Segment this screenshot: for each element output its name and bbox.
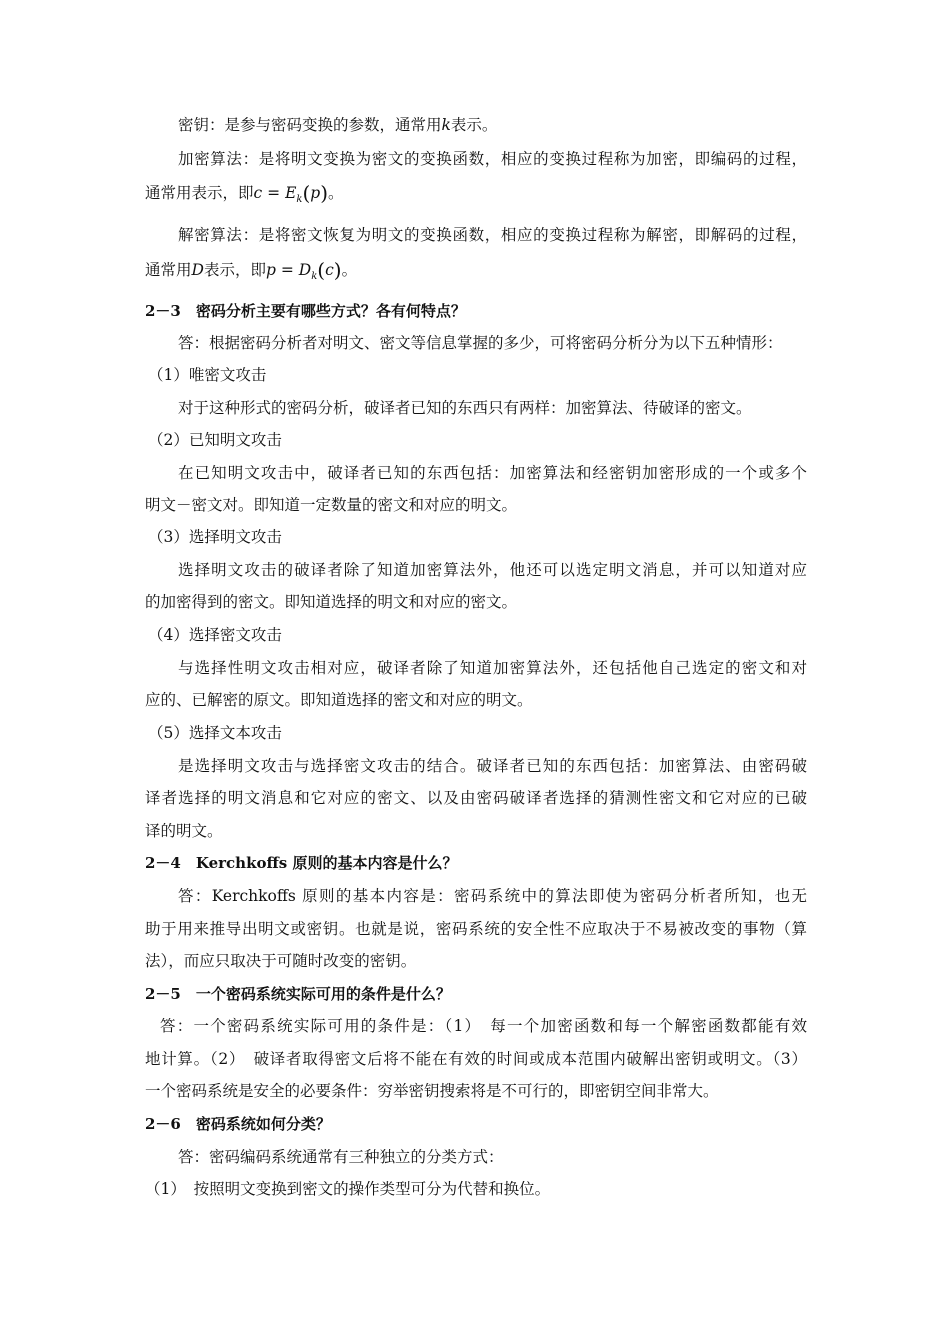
encryption-formula: $c = E_k(p)$: [253, 181, 329, 206]
list-item-heading: （4）选择密文攻击: [148, 626, 282, 644]
paragraph-line: 译的明文。: [145, 822, 223, 840]
answer-paragraph: 答：根据密码分析者对明文、密文等信息掌握的多少，可将密码分析分为以下五种情形：: [178, 334, 783, 352]
question-heading-2-4: 2－4 Kerchkoffs 原则的基本内容是什么？: [145, 854, 458, 872]
paragraph-line: 是选择明文攻击与选择密文攻击的结合。破译者已知的东西包括：加密算法、由密码破: [178, 757, 807, 775]
encryption-formula-line: 通常用表示，即$c = E_k(p)$。: [145, 181, 344, 206]
question-heading-2-3: 2－3 密码分析主要有哪些方式？各有何特点？: [145, 302, 466, 320]
key-symbol: k: [441, 116, 451, 134]
paragraph-line: 答：密码编码系统通常有三种独立的分类方式：: [178, 1148, 504, 1166]
decryption-formula: $p = D_k(c)$: [265, 258, 342, 283]
paragraph-line: 答：一个密码系统实际可用的条件是：（1） 每一个加密函数和每一个解密函数都能有效: [160, 1017, 807, 1035]
encryption-definition: 加密算法：是将明文变换为密文的变换函数，相应的变换过程称为加密，即编码的过程，: [178, 150, 807, 168]
paragraph-line: 对于这种形式的密码分析，破译者已知的东西只有两样：加密算法、待破译的密文。: [178, 399, 752, 417]
paragraph-line: 答：Kerchkoffs 原则的基本内容是：密码系统中的算法即使为密码分析者所知，也无: [178, 887, 807, 905]
list-item-heading: （2）已知明文攻击: [148, 431, 282, 449]
paragraph-line: 明文－密文对。即知道一定数量的密文和对应的明文。: [145, 496, 518, 514]
paragraph-line: 应的、已解密的原文。即知道选择的密文和对应的明文。: [145, 691, 533, 709]
key-definition: 密钥：是参与密码变换的参数，通常用k表示。: [178, 116, 498, 134]
list-item-heading: （3）选择明文攻击: [148, 528, 282, 546]
paragraph-line: 与选择性明文攻击相对应，破译者除了知道加密算法外，还包括他自己选定的密文和对: [178, 659, 807, 677]
paragraph-line: 译者选择的明文消息和它对应的密文、以及由密码破译者选择的猜测性密文和它对应的已破: [145, 789, 807, 807]
decryption-formula-line: 通常用D表示，即$p = D_k(c)$。: [145, 258, 358, 283]
list-item-heading: （1）唯密文攻击: [148, 366, 267, 384]
paragraph-line: 在已知明文攻击中，破译者已知的东西包括：加密算法和经密钥加密形成的一个或多个: [178, 464, 807, 482]
paragraph-line: 助于用来推导出明文或密钥。也就是说，密码系统的安全性不应取决于不易被改变的事物（算: [145, 920, 807, 938]
paragraph-line: 地计算。（2） 破译者取得密文后将不能在有效的时间或成本范围内破解出密钥或明文。（3）: [145, 1050, 807, 1068]
question-heading-2-5: 2－5 一个密码系统实际可用的条件是什么？: [145, 985, 451, 1003]
paragraph-line: 选择明文攻击的破译者除了知道加密算法外，他还可以选定明文消息，并可以知道对应: [178, 561, 807, 579]
list-item-heading: （1） 按照明文变换到密文的操作类型可分为代替和换位。: [145, 1180, 551, 1198]
decryption-symbol: D: [191, 261, 204, 279]
paragraph-line: 一个密码系统是安全的必要条件：穷举密钥搜索将是不可行的，即密钥空间非常大。: [145, 1082, 719, 1100]
question-heading-2-6: 2－6 密码系统如何分类？: [145, 1115, 331, 1133]
paragraph-line: 法），而应只取决于可随时改变的密钥。: [145, 952, 417, 970]
paragraph-line: 的加密得到的密文。即知道选择的明文和对应的密文。: [145, 593, 518, 611]
decryption-definition: 解密算法：是将密文恢复为明文的变换函数，相应的变换过程称为解密，即解码的过程，: [178, 226, 807, 244]
list-item-heading: （5）选择文本攻击: [148, 724, 282, 742]
